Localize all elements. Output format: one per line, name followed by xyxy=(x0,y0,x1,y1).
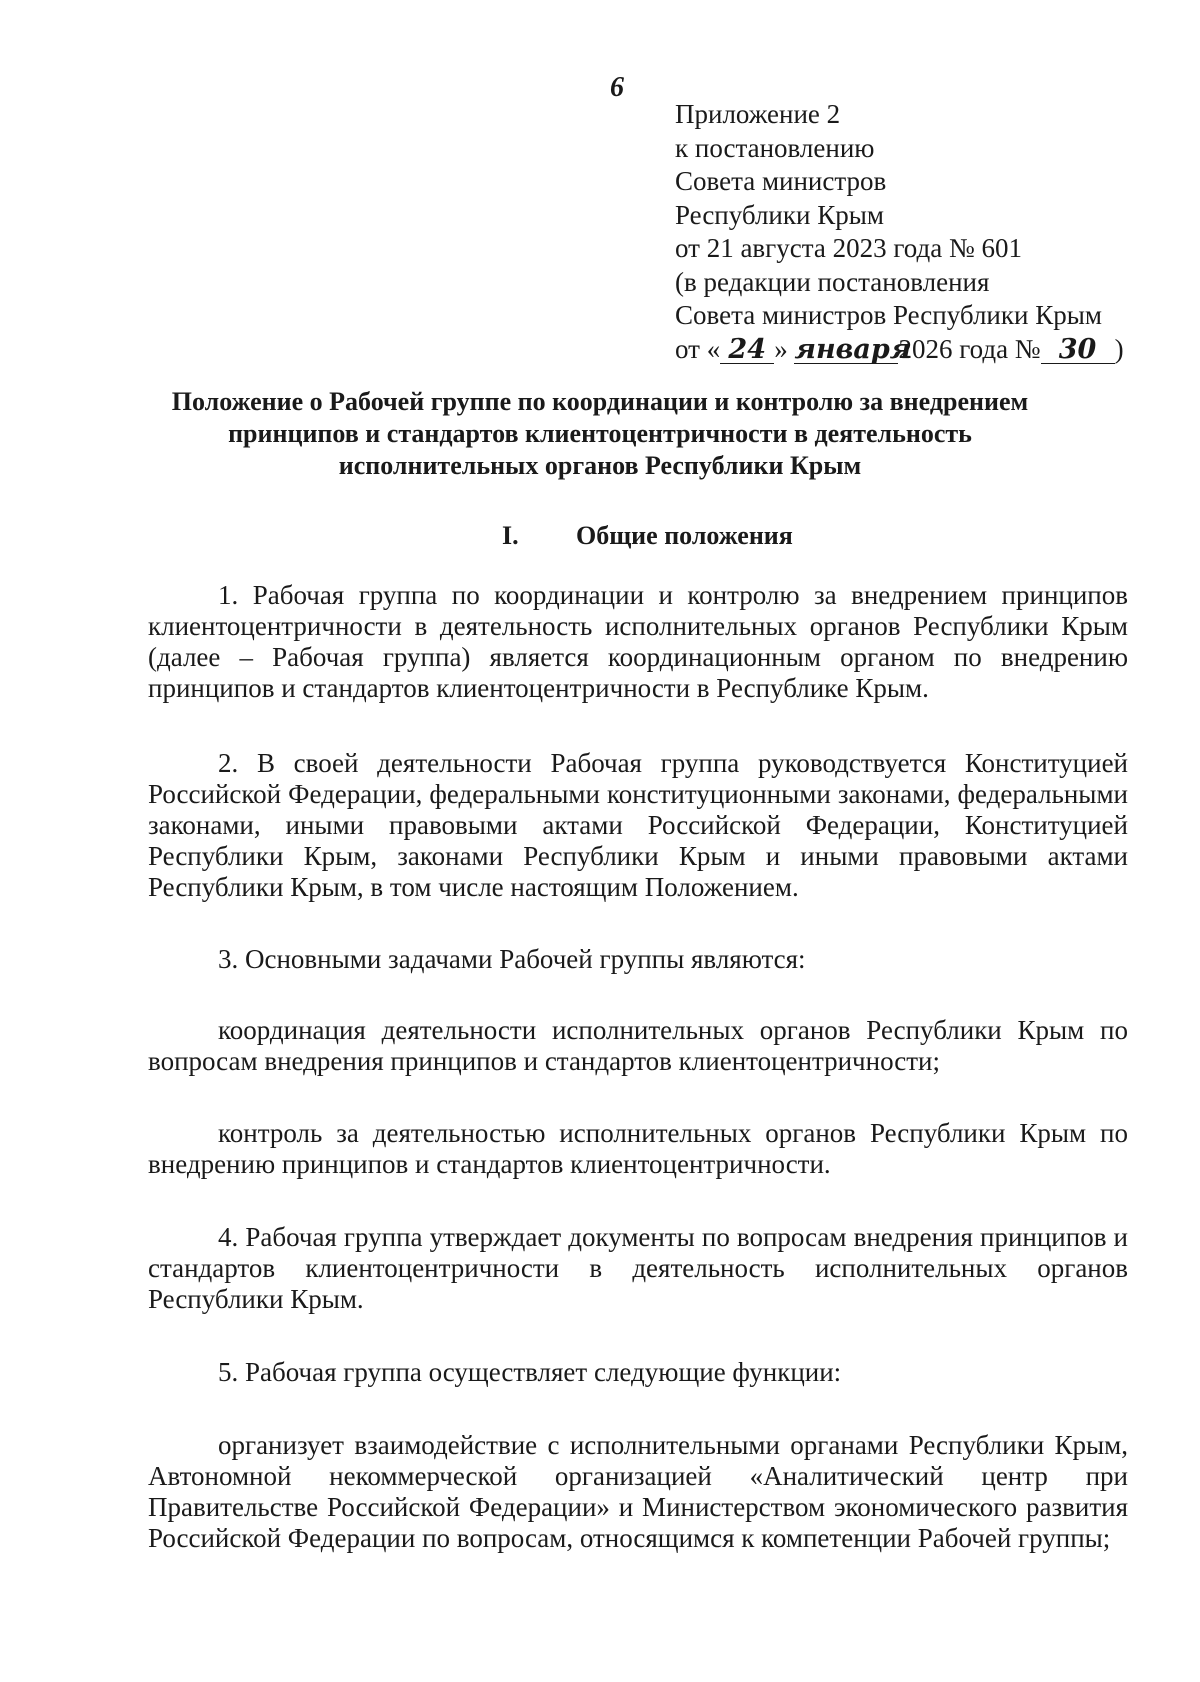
paragraph: организует взаимодействие с исполнительными органами Республики Крым, Автономной некоммерческой организацией «Аналитический центр при Правительстве Российской Федерации» и Министерством экономического развития Российской Федерации по вопросам, относящимся к компетенции Рабочей группы; xyxy=(148,1430,1128,1553)
appendix-date-line xyxy=(675,333,1175,367)
appendix-line: Республики Крым xyxy=(675,199,884,230)
document-title xyxy=(140,386,1060,482)
page-number: 6 xyxy=(610,72,624,103)
title-line: исполнительных органов Республики Крым xyxy=(338,451,862,480)
appendix-line: к постановлению xyxy=(675,132,875,163)
appendix-header xyxy=(675,98,1175,366)
paragraph: 5. Рабочая группа осуществляет следующие функции: xyxy=(218,1357,842,1387)
date-prefix: от « xyxy=(675,333,721,364)
handwritten-month: января xyxy=(794,333,912,365)
paragraph: 3. Основными задачами Рабочей группы являются: xyxy=(218,944,806,974)
paragraph: 1. Рабочая группа по координации и контролю за внедрением принципов клиентоцентричности в деятельность исполнительных органов Республики Крым (далее – Рабочая группа) является координационным органом по внедрению принципов и стандартов клиентоцентричности в Республике Крым. xyxy=(148,580,1128,703)
section-title: Общие положения xyxy=(576,521,793,550)
handwritten-day: 24 xyxy=(720,337,774,364)
paragraph: контроль за деятельностью исполнительных органов Республики Крым по внедрению принципов и стандартов клиентоцентричности. xyxy=(148,1118,1128,1179)
section-number: I. xyxy=(502,521,519,550)
date-suffix: ) xyxy=(1114,333,1124,364)
paragraph: 2. В своей деятельности Рабочая группа руководствуется Конституцией Российской Федерации, федеральными конституционными законами, федеральными законами, иными правовыми актами Российской Федерации, Конституцией Республики Крым, законами Республики Крым и иными правовыми актами Республики Крым, в том числе настоящим Положением. xyxy=(148,748,1128,902)
appendix-line: Приложение 2 xyxy=(675,99,841,129)
appendix-line: Совета министров Республики Крым xyxy=(675,300,1102,330)
appendix-line: Совета министров xyxy=(675,166,887,196)
paragraph: 4. Рабочая группа утверждает документы по вопросам внедрения принципов и стандартов клиентоцентричности в деятельность исполнительных органов Республики Крым. xyxy=(148,1222,1128,1314)
handwritten-number: 30 xyxy=(1041,337,1115,364)
year-text: 2026 года № xyxy=(898,333,1041,364)
title-line: принципов и стандартов клиентоцентричности в деятельность xyxy=(228,419,972,448)
appendix-line: от 21 августа 2023 года № 601 xyxy=(675,233,1022,263)
appendix-line: (в редакции постановления xyxy=(675,266,990,297)
title-line: Положение о Рабочей группе по координации и контролю за внедрением xyxy=(171,387,1029,416)
document-body xyxy=(148,580,1128,1554)
date-mid: » xyxy=(774,333,788,364)
paragraph: координация деятельности исполнительных органов Республики Крым по вопросам внедрения принципов и стандартов клиентоцентричности; xyxy=(148,1015,1128,1076)
